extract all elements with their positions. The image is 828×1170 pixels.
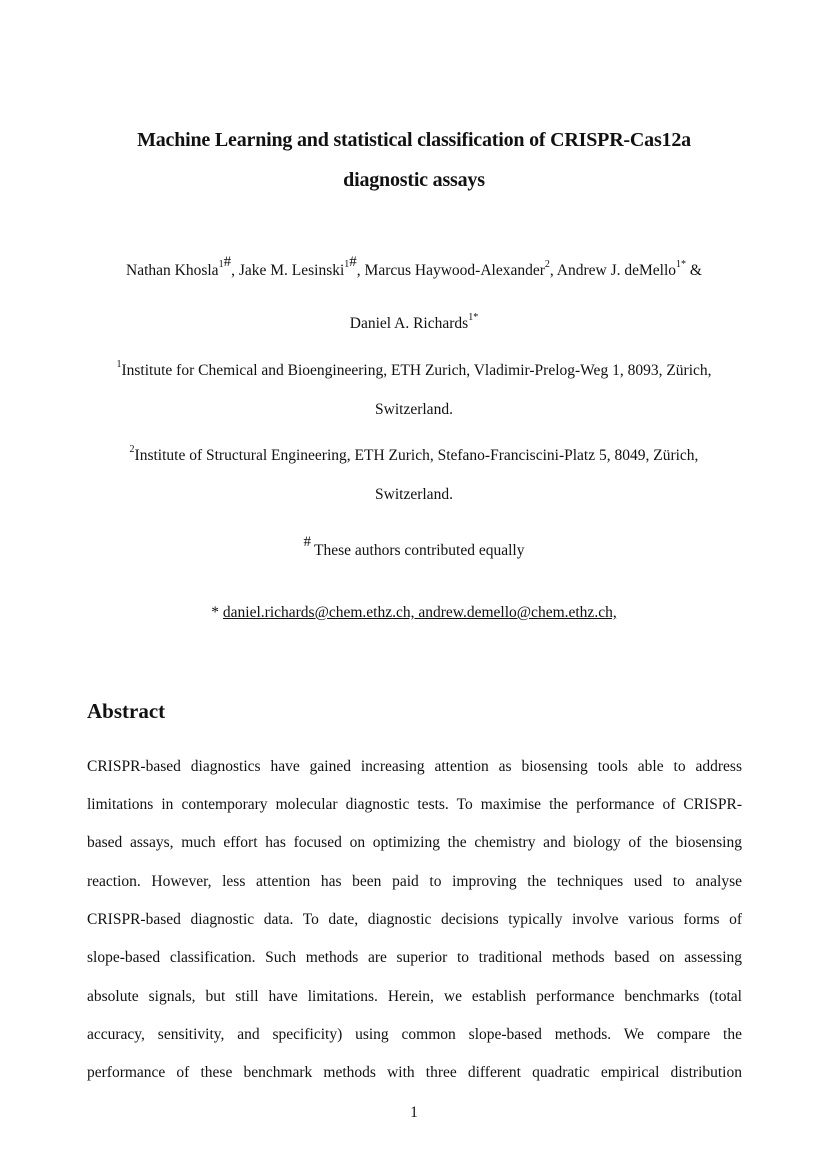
author-name: Andrew J. deMello — [556, 262, 677, 279]
abstract-line: reaction. However, less attention has been paid to improving the techniques used to analyse — [87, 873, 742, 890]
equal-contribution-symbol: # — [303, 534, 311, 550]
abstract-line: CRISPR-based diagnostics have gained increasing attention as biosensing tools able to address — [87, 758, 742, 775]
author-name: Marcus Haywood-Alexander — [364, 262, 545, 279]
affiliation-text: Institute of Structural Engineering, ETH Zurich, Stefano-Franciscini-Platz 5, 8049, Zürich, — [134, 447, 699, 464]
author-affiliation-marker: 1* — [676, 258, 687, 270]
abstract-line: based assays, much effort has focused on optimizing the chemistry and biology of the biosensing — [87, 834, 742, 851]
page-number: 1 — [410, 1104, 418, 1121]
abstract-line: slope-based classification. Such methods are superior to traditional methods based on assessing — [87, 949, 742, 966]
author-affiliation-marker: 2 — [544, 258, 550, 270]
equal-contribution-marker: # — [223, 253, 232, 270]
author-name: Nathan Khosla — [126, 262, 219, 279]
correspondence-symbol: * — [211, 604, 220, 621]
correspondence-email-links[interactable]: daniel.richards@chem.ethz.ch, andrew.demello@chem.ethz.ch, — [222, 604, 617, 621]
abstract-line: limitations in contemporary molecular diagnostic tests. To maximise the performance of CRISPR- — [87, 796, 742, 813]
author-list: Nathan Khosla$^{1\#}$, Jake M. Lesinski$^{1\#}$, Marcus Haywood-Alexander$^2$, Andrew J. deMello$^{1*}$ & — [126, 253, 702, 279]
equal-contribution-marker: # — [349, 253, 357, 270]
author-affiliation-marker: 1 — [218, 258, 224, 270]
author-affiliation-marker: 1 — [344, 258, 350, 270]
paper-title-line-2: diagnostic assays — [343, 169, 485, 191]
author-list-continued — [40, 311, 788, 334]
abstract-line: CRISPR-based diagnostic data. To date, diagnostic decisions typically involve various forms of — [87, 911, 742, 928]
author-name: Daniel A. Richards — [349, 315, 469, 332]
affiliation-2-country: Switzerland. — [375, 486, 453, 503]
abstract-line: performance of these benchmark methods with three different quadratic empirical distribution — [87, 1064, 742, 1081]
author-name: Jake M. Lesinski — [238, 262, 345, 279]
abstract-line: absolute signals, but still have limitations. Herein, we establish performance benchmarks (total — [87, 988, 742, 1005]
author-affiliation-marker: 1* — [468, 311, 479, 323]
paper-title-line-1: Machine Learning and statistical classification of CRISPR-Cas12a — [137, 129, 691, 151]
equal-contribution-note — [40, 534, 788, 561]
affiliation-text: Institute for Chemical and Bioengineering, ETH Zurich, Vladimir-Prelog-Weg 1, 8093, Zürich, — [121, 362, 712, 379]
abstract-line: accuracy, sensitivity, and specificity) using common slope-based methods. We compare the — [87, 1026, 742, 1043]
affiliation-marker: 2 — [129, 443, 135, 455]
correspondence-line — [40, 603, 788, 623]
affiliation-2 — [40, 443, 788, 466]
author-conjunction: & — [689, 262, 702, 279]
affiliation-marker: 1 — [116, 358, 122, 370]
affiliation-1-country: Switzerland. — [375, 401, 453, 418]
abstract-heading: Abstract — [87, 699, 166, 723]
equal-contribution-text: These authors contributed equally — [314, 542, 525, 559]
affiliation-1 — [40, 358, 788, 381]
